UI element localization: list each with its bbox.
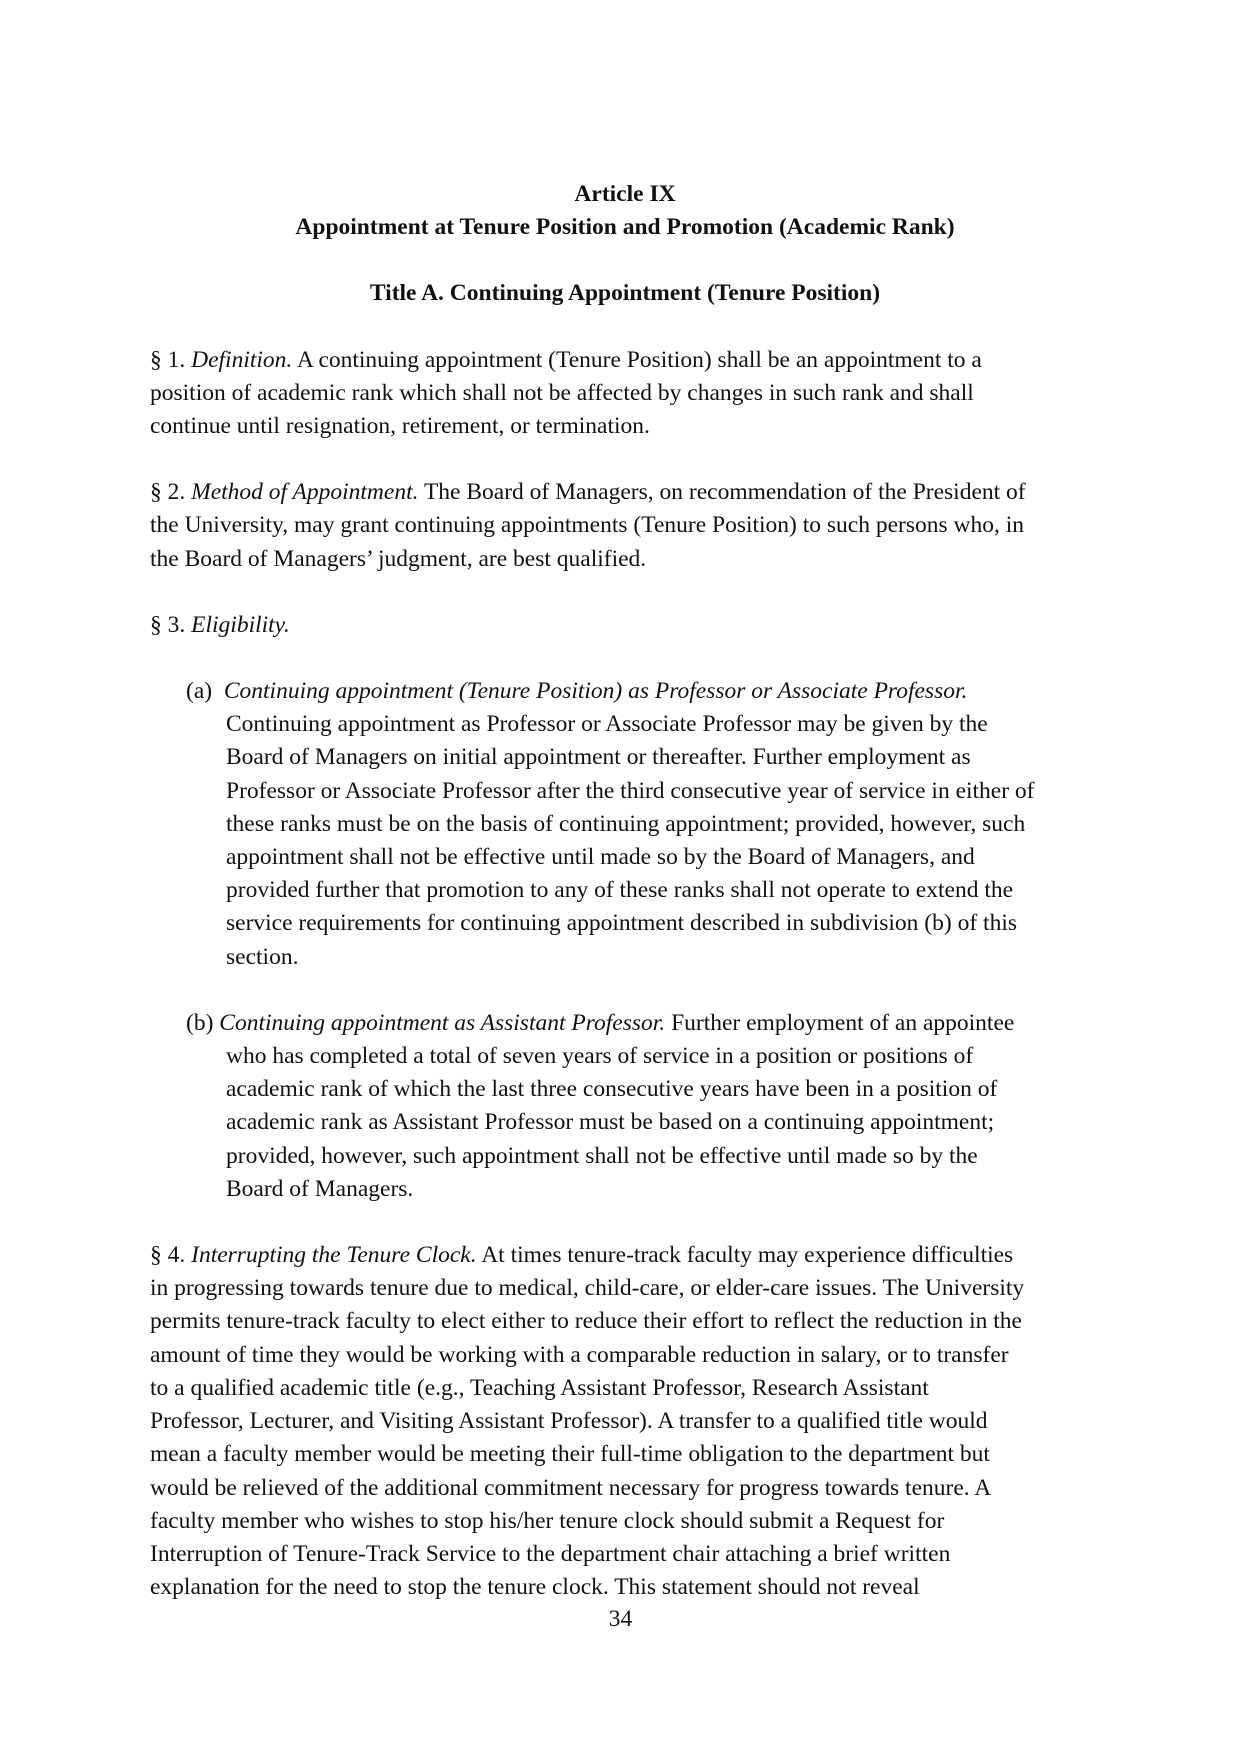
subsection-b-heading: Continuing appointment as Assistant Professor. [219, 1009, 666, 1036]
section-2-number: § 2. [150, 479, 186, 506]
title-a-heading: Title A. Continuing Appointment (Tenure Position) [369, 280, 881, 307]
section-2-line-2: the University, may grant continuing appointments (Tenure Position) to such persons who, in [150, 512, 1025, 539]
subsection-a-line-5: these ranks must be on the basis of continuing appointment; provided, however, such [226, 810, 1026, 837]
subsection-a-label: (a) [186, 678, 213, 705]
section-3 [150, 609, 1100, 642]
article-number: Article IX [574, 181, 676, 207]
section-4 [150, 1239, 1100, 1604]
section-4-line-2: in progressing towards tenure due to medical, child-care, or elder-care issues. The University [150, 1275, 1025, 1302]
section-1-line-3: continue until resignation, retirement, or termination. [150, 413, 650, 440]
subsection-a-line-4: Professor or Associate Professor after the third consecutive year of service in either of [226, 777, 1035, 804]
section-1-heading: Definition. [191, 346, 293, 373]
subsection-a-line-7: provided further that promotion to any of these ranks shall not operate to extend the [226, 877, 1014, 904]
subsection-a-line-6: appointment shall not be effective until made so by the Board of Managers, and [226, 844, 975, 871]
section-2-text: The Board of Managers, on recommendation of the President of [423, 479, 1026, 506]
subsection-b-line-4: academic rank as Assistant Professor must be based on a continuing appointment; [226, 1109, 995, 1136]
section-3-line-1 [150, 609, 1100, 642]
subsection-b [150, 1007, 1100, 1206]
section-1-line-1 [150, 344, 1100, 377]
section-2-line-3: the Board of Managers’ judgment, are best qualified. [150, 545, 647, 572]
section-4-heading: Interrupting the Tenure Clock. [191, 1242, 477, 1269]
subsection-b-line-3: academic rank of which the last three consecutive years have been in a position of [226, 1076, 998, 1103]
section-2 [150, 476, 1100, 576]
section-4-number: § 4. [150, 1242, 186, 1269]
subsection-b-line-1 [150, 1007, 1100, 1040]
section-4-line-3: permits tenure-track faculty to elect either to reduce their effort to reflect the reduction in the [150, 1308, 1022, 1335]
page-number: 34 [608, 1606, 633, 1632]
section-1-number: § 1. [150, 346, 186, 373]
section-3-number: § 3. [150, 611, 186, 638]
subsection-a-line-9: section. [226, 943, 299, 970]
subsection-a-heading: Continuing appointment (Tenure Position) as Professor or Associate Professor. [223, 678, 968, 705]
section-4-line-4: amount of time they would be working with a comparable reduction in salary, or to transfer [150, 1341, 1009, 1368]
subsection-b-text: Further employment of an appointee [671, 1009, 1015, 1036]
section-1 [150, 344, 1100, 444]
subsection-a-line-8: service requirements for continuing appointment described in subdivision (b) of this [226, 910, 1017, 937]
section-1-line-2: position of academic rank which shall not be affected by changes in such rank and shall [150, 379, 974, 406]
subsection-b-label: (b) [186, 1009, 214, 1036]
section-4-line-8: would be relieved of the additional commitment necessary for progress towards tenure. A [150, 1474, 992, 1501]
section-4-line-1 [150, 1239, 1100, 1272]
subsection-a [150, 675, 1100, 974]
section-1-text: A continuing appointment (Tenure Position) shall be an appointment to a [296, 346, 982, 373]
subsection-b-line-6: Board of Managers. [226, 1175, 414, 1202]
section-4-line-10: Interruption of Tenure-Track Service to the department chair attaching a brief written [150, 1540, 951, 1567]
article-title: Appointment at Tenure Position and Promotion (Academic Rank) [295, 214, 955, 241]
section-2-line-1 [150, 476, 1100, 509]
section-3-heading: Eligibility. [191, 611, 290, 638]
subsection-a-line-1 [150, 675, 1100, 708]
section-4-line-6: Professor, Lecturer, and Visiting Assistant Professor). A transfer to a qualified title would [150, 1408, 988, 1435]
document-page [150, 178, 1100, 1604]
subsection-a-line-3: Board of Managers on initial appointment or thereafter. Further employment as [226, 744, 971, 771]
subsection-a-line-2: Continuing appointment as Professor or Associate Professor may be given by the [226, 711, 988, 738]
subsection-b-line-2: who has completed a total of seven years of service in a position or positions of [226, 1043, 974, 1070]
subsection-b-line-5: provided, however, such appointment shall not be effective until made so by the [226, 1142, 978, 1169]
section-4-line-9: faculty member who wishes to stop his/her tenure clock should submit a Request for [150, 1507, 945, 1534]
section-4-text: At times tenure-track faculty may experience difficulties [481, 1242, 1014, 1269]
section-4-line-11: explanation for the need to stop the tenure clock. This statement should not reveal [150, 1574, 920, 1601]
section-4-line-7: mean a faculty member would be meeting their full-time obligation to the department but [150, 1441, 990, 1468]
section-2-heading: Method of Appointment. [191, 479, 419, 506]
section-4-line-5: to a qualified academic title (e.g., Teaching Assistant Professor, Research Assistant [150, 1374, 929, 1401]
